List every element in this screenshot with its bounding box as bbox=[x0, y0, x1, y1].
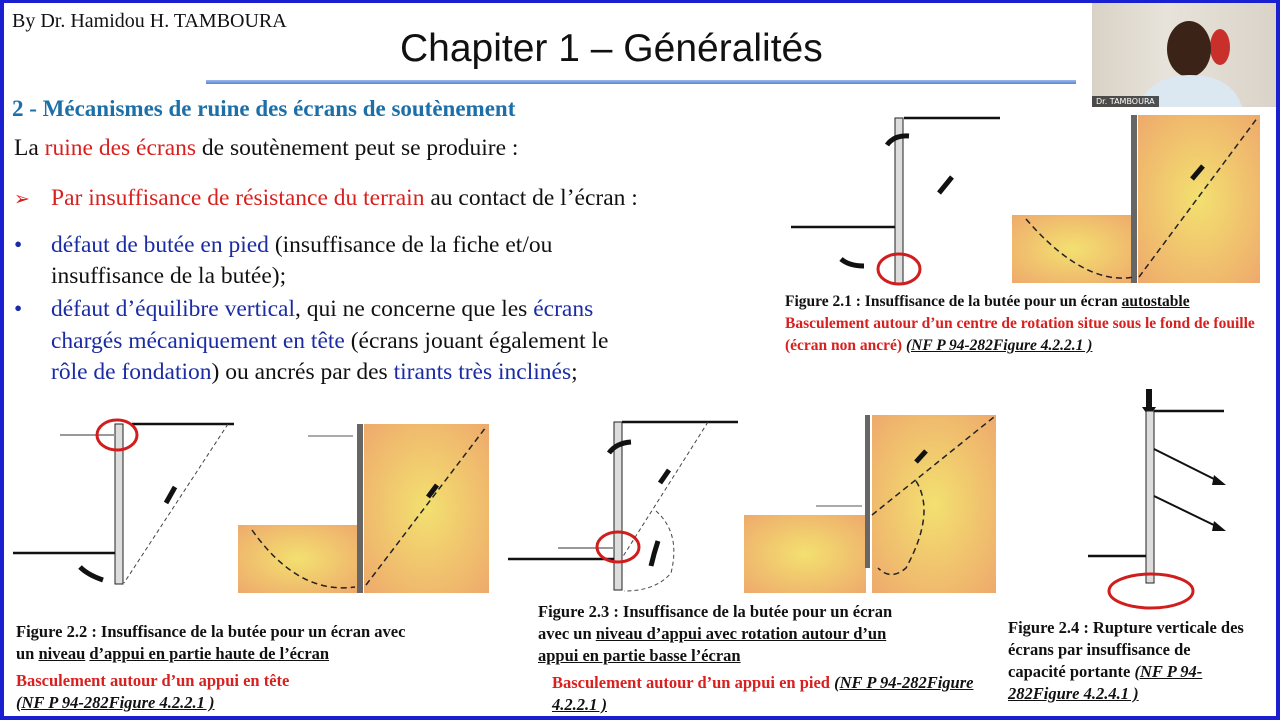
fig21-red-text: Basculement autour d’un centre de rotation situe sous le fond de fouille (écran non ancré) bbox=[785, 315, 1255, 354]
title-underline bbox=[206, 80, 1076, 84]
fig23-caption-u2: appui en partie basse l’écran bbox=[538, 646, 741, 665]
bullet-1-line2: insuffisance de la butée); bbox=[51, 263, 287, 289]
intro-post: de soutènement peut se produire : bbox=[196, 135, 519, 161]
bullet-2-blue1: défaut d’équilibre vertical bbox=[51, 296, 296, 322]
fig22-red-text: Basculement autour d’un appui en tête bbox=[16, 671, 290, 690]
figure-2-2-diagram bbox=[8, 415, 498, 600]
bullet-2-mid2: (écrans jouant également le bbox=[344, 328, 609, 354]
bullet-2-blue3: chargés mécaniquement en tête bbox=[51, 328, 345, 354]
author-label: By Dr. Hamidou H. TAMBOURA bbox=[12, 10, 287, 32]
fig23-reference: (NF P 94-282Figure 4.2.2.1 ) bbox=[552, 673, 974, 714]
fig22-caption-u2: d’appui en partie haute de l’écran bbox=[89, 644, 330, 663]
webcam-video-tile[interactable] bbox=[1092, 3, 1276, 107]
presenter-silhouette-icon bbox=[1092, 3, 1276, 107]
figure-2-3-caption bbox=[538, 601, 978, 716]
slide bbox=[4, 3, 1276, 716]
intro-red: ruine des écrans bbox=[44, 135, 197, 161]
fig23-red-text: Basculement autour d’un appui en pied bbox=[552, 673, 835, 692]
figure-2-3-diagram bbox=[506, 413, 1001, 598]
fig24-caption-text: Figure 2.4 : Rupture verticale des écrans par insuffisance de capacité portante bbox=[1008, 618, 1244, 681]
fig22-caption-line1: Figure 2.2 : Insuffisance de la butée pour un écran avec bbox=[16, 622, 406, 641]
bullet-2-blue5: tirants très inclinés bbox=[393, 359, 572, 385]
bullet-2-blue4: rôle de fondation bbox=[51, 359, 212, 385]
arrow-bullet-icon: ➢ bbox=[14, 188, 30, 210]
figure-2-1-caption bbox=[785, 291, 1275, 357]
intro-pre: La bbox=[14, 135, 45, 161]
bullet-1-post: (insuffisance de la fiche et/ou bbox=[268, 232, 553, 258]
arrow-item-post: au contact de l’écran : bbox=[424, 185, 638, 211]
fig21-caption-text: Figure 2.1 : Insuffisance de la butée pour un écran bbox=[785, 293, 1122, 310]
fig23-caption-line1: Figure 2.3 : Insuffisance de la butée pour un écran bbox=[538, 602, 893, 621]
fig23-caption-u1: niveau d’appui avec rotation autour d’un bbox=[595, 624, 887, 643]
bullet-2-blue2: écrans bbox=[533, 296, 594, 322]
figure-2-4-diagram bbox=[1080, 381, 1240, 611]
bullet-2-line2 bbox=[51, 326, 608, 357]
arrow-item-red: Par insuffisance de résistance du terrain bbox=[51, 185, 425, 211]
figure-2-2-caption bbox=[16, 621, 516, 714]
fig23-caption-pre: avec un bbox=[538, 624, 596, 643]
fig22-caption-u1: niveau bbox=[38, 644, 86, 663]
bullet-1 bbox=[14, 230, 552, 261]
slide-title: Chapiter 1 – Généralités bbox=[400, 27, 823, 70]
fig22-caption-pre: un bbox=[16, 644, 39, 663]
fig22-reference: (NF P 94-282Figure 4.2.2.1 ) bbox=[16, 693, 215, 712]
bullet-2-end: ; bbox=[571, 359, 578, 385]
intro-line bbox=[14, 133, 518, 164]
section-heading: 2 - Mécanismes de ruine des écrans de soutènement bbox=[12, 96, 516, 121]
figure-2-4-caption bbox=[1008, 617, 1248, 705]
arrow-item bbox=[14, 183, 638, 215]
bullet-2 bbox=[14, 294, 593, 325]
figure-2-1-diagram bbox=[784, 111, 1264, 291]
fig21-caption-underlined: autostable bbox=[1121, 293, 1190, 310]
bullet-2-mid3: ) ou ancrés par des bbox=[211, 359, 394, 385]
fig24-reference: (NF P 94-282Figure 4.2.4.1 ) bbox=[1008, 662, 1203, 703]
bullet-2-line3 bbox=[51, 357, 578, 388]
bullet-dot-icon: • bbox=[14, 232, 23, 258]
bullet-dot-icon: • bbox=[14, 296, 23, 322]
fig21-reference: (NF P 94-282Figure 4.2.2.1 ) bbox=[905, 337, 1093, 354]
bullet-1-blue: défaut de butée en pied bbox=[51, 232, 269, 258]
webcam-name-label: Dr. TAMBOURA bbox=[1092, 96, 1159, 107]
bullet-2-mid1: , qui ne concerne que les bbox=[295, 296, 534, 322]
